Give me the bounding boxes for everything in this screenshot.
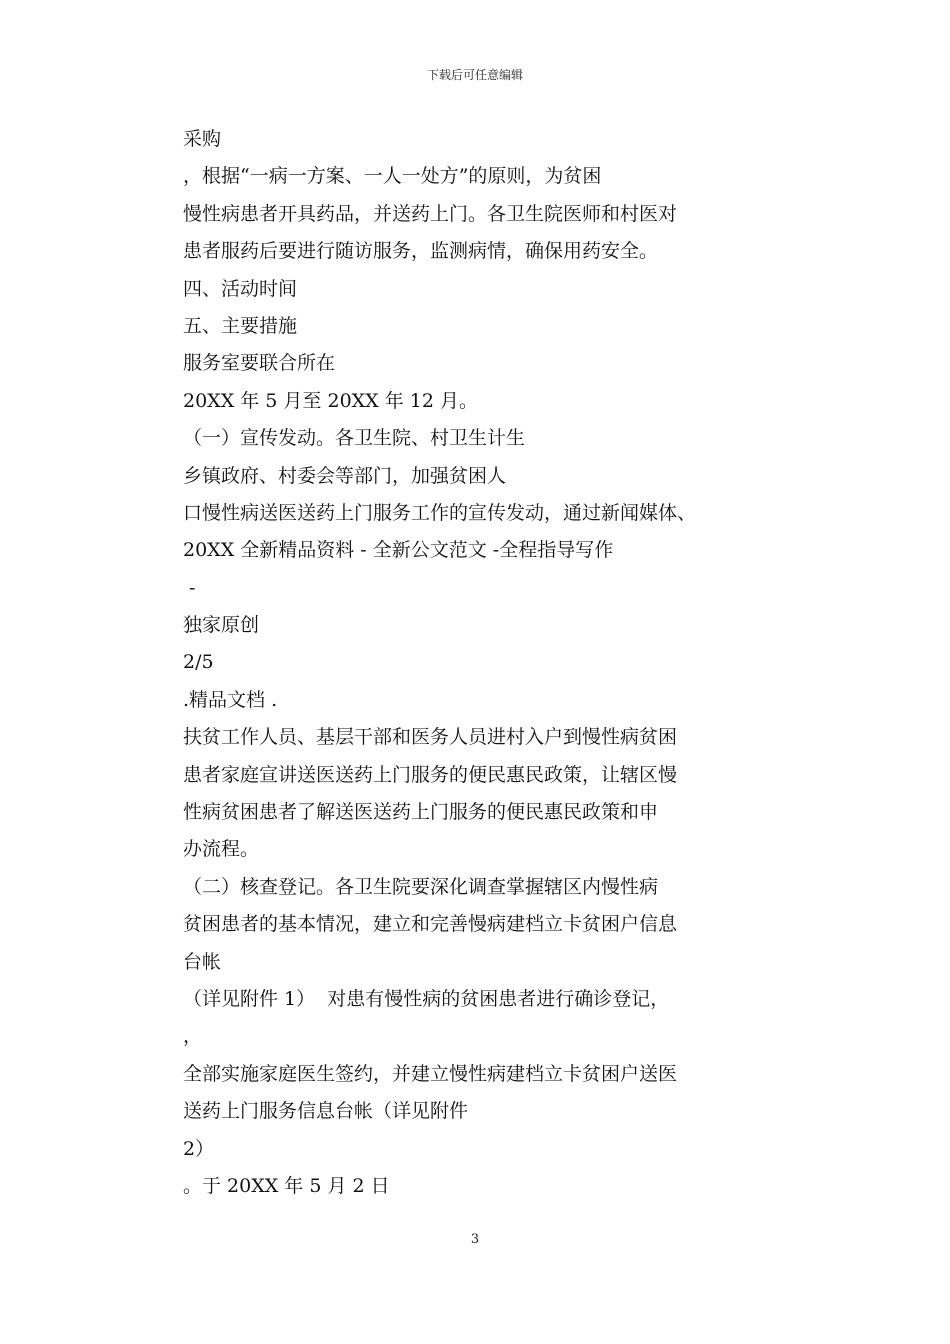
text-line: （一）宣传发动。各卫生院、村卫生计生 bbox=[183, 427, 526, 450]
text-line: 全部实施家庭医生签约，并建立慢性病建档立卡贫困户送医 bbox=[183, 1062, 678, 1085]
text-line: 2/5 bbox=[183, 651, 214, 674]
text-line: 贫困患者的基本情况，建立和完善慢病建档立卡贫困户信息 bbox=[183, 913, 678, 936]
text-line: 20XX 年 5 月至 20XX 年 12 月。 bbox=[183, 389, 479, 412]
text-line: 乡镇政府、村委会等部门，加强贫困人 bbox=[183, 464, 507, 487]
text-line: 患者家庭宣讲送医送药上门服务的便民惠民政策，让辖区慢 bbox=[183, 763, 678, 786]
text-line: （二）核查登记。各卫生院要深化调查掌握辖区内慢性病 bbox=[183, 875, 659, 898]
page-number: 3 bbox=[470, 1232, 480, 1247]
section-heading: 五、主要措施 bbox=[183, 314, 298, 337]
text-line: - bbox=[183, 576, 196, 599]
text-line: 2） bbox=[183, 1137, 215, 1160]
text-line: 口慢性病送医送药上门服务工作的宣传发动，通过新闻媒体、 bbox=[183, 501, 697, 524]
document-body bbox=[183, 121, 783, 1205]
text-line: 台帐 bbox=[183, 950, 222, 973]
text-line: 慢性病患者开具药品，并送药上门。各卫生院医师和村医对 bbox=[183, 202, 678, 225]
text-line: 采购 bbox=[183, 128, 222, 150]
text-line: ，根据“一病一方案、一人一处方”的原则，为贫困 bbox=[183, 165, 602, 188]
text-line: （详见附件 1） 对患有慢性病的贫困患者进行确诊登记， bbox=[183, 987, 670, 1010]
text-line: 服务室要联合所在 bbox=[183, 352, 336, 375]
page-header-note: 下载后可任意编辑 bbox=[426, 68, 523, 82]
text-line: ， bbox=[183, 1025, 203, 1048]
text-line: .精品文档 . bbox=[183, 688, 278, 711]
text-line: 。于 20XX 年 5 月 2 日 bbox=[183, 1174, 390, 1197]
text-line: 办流程。 bbox=[183, 838, 260, 861]
text-line: 性病贫困患者了解送医送药上门服务的便民惠民政策和申 bbox=[183, 801, 659, 824]
text-line: 独家原创 bbox=[183, 614, 260, 637]
text-line: 扶贫工作人员、基层干部和医务人员进村入户到慢性病贫困 bbox=[183, 726, 678, 749]
text-line: 患者服药后要进行随访服务，监测病情，确保用药安全。 bbox=[183, 240, 659, 263]
text-line: 20XX 全新精品资料 - 全新公文范文 -全程指导写作 bbox=[183, 539, 614, 562]
section-heading: 四、活动时间 bbox=[183, 277, 298, 300]
text-line: 送药上门服务信息台帐（详见附件 bbox=[183, 1100, 469, 1123]
